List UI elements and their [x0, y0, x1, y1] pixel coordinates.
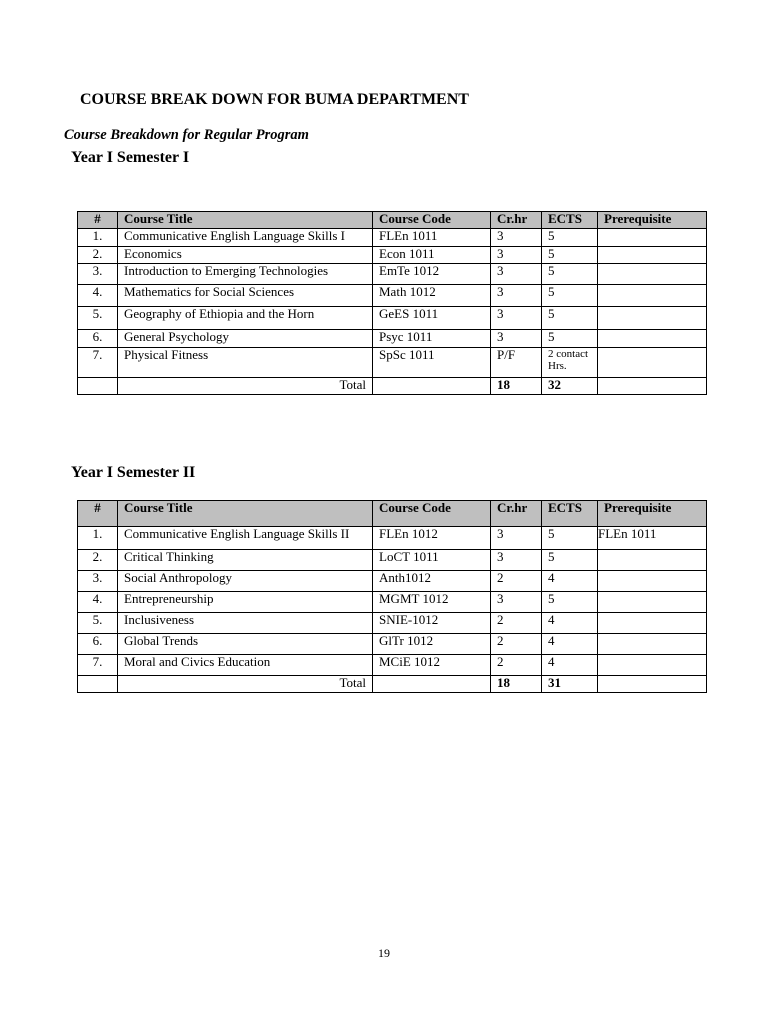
course-code-cell: EmTe 1012 [373, 264, 491, 285]
table-row [78, 348, 707, 378]
ects-credits-cell: 5 [542, 229, 598, 247]
course-number-cell: 7. [78, 655, 118, 676]
ects-credits-cell: 2 contact Hrs. [542, 348, 598, 378]
course-title-cell: Introduction to Emerging Technologies [118, 264, 373, 285]
total-label-cell: Total [118, 378, 373, 395]
course-code-cell: SpSc 1011 [373, 348, 491, 378]
course-number-cell: 6. [78, 634, 118, 655]
column-header-credit-hours: Cr.hr [491, 212, 542, 229]
course-number-cell: 2. [78, 550, 118, 571]
course-title-cell: Physical Fitness [118, 348, 373, 378]
empty-cell [78, 676, 118, 693]
table-row [78, 634, 707, 655]
credit-hours-cell: 3 [491, 229, 542, 247]
course-number-cell: 6. [78, 330, 118, 348]
prerequisite-cell: FLEn 1011 [598, 527, 707, 550]
prerequisite-cell [598, 655, 707, 676]
empty-cell [598, 676, 707, 693]
course-title-cell: General Psychology [118, 330, 373, 348]
course-title-cell: Geography of Ethiopia and the Horn [118, 307, 373, 330]
course-number-cell: 4. [78, 592, 118, 613]
course-number-cell: 1. [78, 229, 118, 247]
credit-hours-cell: 2 [491, 634, 542, 655]
total-row [78, 676, 707, 693]
credit-hours-cell: 3 [491, 285, 542, 307]
course-title-cell: Communicative English Language Skills II [118, 527, 373, 550]
course-number-cell: 5. [78, 307, 118, 330]
semester-1-course-table [77, 211, 707, 395]
column-header-course-code: Course Code [373, 212, 491, 229]
course-number-cell: 2. [78, 247, 118, 264]
credit-hours-cell: 3 [491, 592, 542, 613]
program-subtitle: Course Breakdown for Regular Program [64, 127, 309, 143]
course-code-cell: GeES 1011 [373, 307, 491, 330]
prerequisite-cell [598, 330, 707, 348]
credit-hours-cell: 2 [491, 571, 542, 592]
total-label-cell: Total [118, 676, 373, 693]
ects-credits-cell: 5 [542, 592, 598, 613]
ects-credits-cell: 5 [542, 307, 598, 330]
prerequisite-cell [598, 592, 707, 613]
table-row [78, 330, 707, 348]
column-header-number: # [78, 501, 118, 527]
table-row [78, 229, 707, 247]
prerequisite-cell [598, 247, 707, 264]
ects-credits-cell: 4 [542, 613, 598, 634]
table-row [78, 285, 707, 307]
total-row [78, 378, 707, 395]
prerequisite-cell [598, 264, 707, 285]
prerequisite-cell [598, 613, 707, 634]
prerequisite-cell [598, 571, 707, 592]
table-row [78, 550, 707, 571]
column-header-course-code: Course Code [373, 501, 491, 527]
credit-hours-cell: 3 [491, 264, 542, 285]
course-number-cell: 7. [78, 348, 118, 378]
course-title-cell: Social Anthropology [118, 571, 373, 592]
table-row [78, 613, 707, 634]
semester-2-title: Year I Semester II [71, 464, 196, 481]
course-code-cell: LoCT 1011 [373, 550, 491, 571]
table-row [78, 592, 707, 613]
course-title-cell: Mathematics for Social Sciences [118, 285, 373, 307]
course-code-cell: GlTr 1012 [373, 634, 491, 655]
column-header-ects: ECTS [542, 501, 598, 527]
ects-credits-cell: 5 [542, 527, 598, 550]
table-header-row [78, 501, 707, 527]
page-number: 19 [378, 946, 390, 960]
table-header-row [78, 212, 707, 229]
total-credit-hours-cell: 18 [491, 676, 542, 693]
credit-hours-cell: 3 [491, 247, 542, 264]
course-title-cell: Entrepreneurship [118, 592, 373, 613]
course-code-cell: Psyc 1011 [373, 330, 491, 348]
semester-2-course-table [77, 500, 707, 693]
empty-cell [598, 378, 707, 395]
column-header-prerequisite: Prerequisite [598, 212, 707, 229]
table-row [78, 264, 707, 285]
empty-cell [373, 676, 491, 693]
ects-credits-cell: 5 [542, 330, 598, 348]
course-title-cell: Economics [118, 247, 373, 264]
credit-hours-cell: 2 [491, 655, 542, 676]
course-title-cell: Global Trends [118, 634, 373, 655]
ects-credits-cell: 5 [542, 285, 598, 307]
ects-credits-cell: 4 [542, 655, 598, 676]
course-number-cell: 3. [78, 264, 118, 285]
prerequisite-cell [598, 307, 707, 330]
course-title-cell: Critical Thinking [118, 550, 373, 571]
ects-credits-cell: 5 [542, 550, 598, 571]
course-number-cell: 1. [78, 527, 118, 550]
course-code-cell: MCiE 1012 [373, 655, 491, 676]
course-number-cell: 3. [78, 571, 118, 592]
prerequisite-cell [598, 229, 707, 247]
column-header-course-title: Course Title [118, 501, 373, 527]
credit-hours-cell: 3 [491, 307, 542, 330]
total-ects-cell: 32 [542, 378, 598, 395]
document-title: COURSE BREAK DOWN FOR BUMA DEPARTMENT [80, 91, 469, 108]
total-ects-cell: 31 [542, 676, 598, 693]
credit-hours-cell: 3 [491, 550, 542, 571]
prerequisite-cell [598, 348, 707, 378]
table-row [78, 655, 707, 676]
ects-credits-cell: 4 [542, 634, 598, 655]
table-row [78, 247, 707, 264]
ects-credits-cell: 5 [542, 247, 598, 264]
column-header-course-title: Course Title [118, 212, 373, 229]
column-header-prerequisite: Prerequisite [598, 501, 707, 527]
empty-cell [78, 378, 118, 395]
course-title-cell: Communicative English Language Skills I [118, 229, 373, 247]
prerequisite-cell [598, 634, 707, 655]
column-header-number: # [78, 212, 118, 229]
semester-1-title: Year I Semester I [71, 149, 190, 166]
total-credit-hours-cell: 18 [491, 378, 542, 395]
course-number-cell: 5. [78, 613, 118, 634]
course-code-cell: SNIE-1012 [373, 613, 491, 634]
prerequisite-cell [598, 550, 707, 571]
course-code-cell: MGMT 1012 [373, 592, 491, 613]
course-title-cell: Inclusiveness [118, 613, 373, 634]
column-header-credit-hours: Cr.hr [491, 501, 542, 527]
table-row [78, 571, 707, 592]
credit-hours-cell: P/F [491, 348, 542, 378]
column-header-ects: ECTS [542, 212, 598, 229]
ects-credits-cell: 4 [542, 571, 598, 592]
table-row [78, 527, 707, 550]
course-code-cell: Econ 1011 [373, 247, 491, 264]
credit-hours-cell: 3 [491, 330, 542, 348]
table-row [78, 307, 707, 330]
ects-credits-cell: 5 [542, 264, 598, 285]
empty-cell [373, 378, 491, 395]
course-code-cell: FLEn 1012 [373, 527, 491, 550]
prerequisite-cell [598, 285, 707, 307]
course-number-cell: 4. [78, 285, 118, 307]
credit-hours-cell: 2 [491, 613, 542, 634]
course-code-cell: Math 1012 [373, 285, 491, 307]
course-title-cell: Moral and Civics Education [118, 655, 373, 676]
credit-hours-cell: 3 [491, 527, 542, 550]
course-code-cell: FLEn 1011 [373, 229, 491, 247]
course-code-cell: Anth1012 [373, 571, 491, 592]
